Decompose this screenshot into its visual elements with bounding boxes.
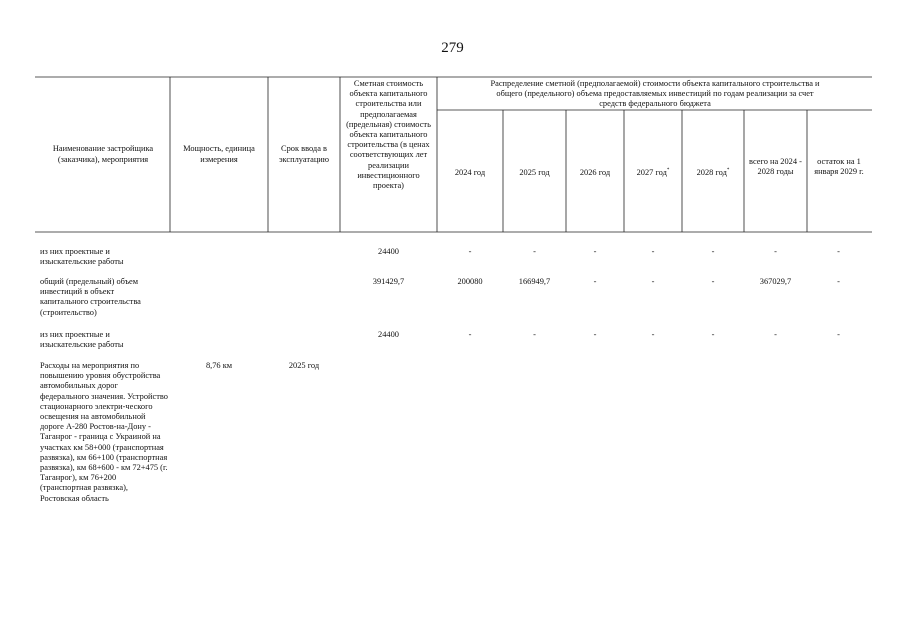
row-1-2025: - [533,247,536,256]
row-3-remainder: - [837,330,840,339]
row-3-name: из них проектные и изыскательские работы [40,330,124,350]
row-1-2026: - [593,247,597,256]
row-1-total: - [774,247,777,256]
row-2-2028: - [711,277,715,286]
row-2-total: 367029,7 [759,277,792,286]
header-capacity: Мощность, единица измерения [183,144,255,164]
header-year-2027: 2027 год* [636,168,670,177]
row-3-total: - [774,330,777,339]
row-3-cost: 24400 [378,330,399,339]
row-2-2024: 200080 [457,277,483,286]
row-2-name: общий (предельный) объем инвестиций в объект капитального строительства (строительство) [40,277,141,317]
row-4-name: Расходы на мероприятия по повышению уровня обустройства автомобильных дорог федерального значения. Устройство стационарного электри-ческого освещения на автомобильной дороге А-280 Ростов-на-Дону - Таганрог - граница с Украиной на участках км 58+000 (транспортная развязка), км 66+100 (транспортная развязка), км 68+600 - км 72+475 (г. Таганрог), км 76+200 (транспортная развязка), Ростовская область [40,361,168,503]
row-3-2025: - [533,330,536,339]
row-4-capacity: 8,76 км [205,361,233,370]
footnote-mark-2028: * [726,168,730,174]
header-year-2025: 2025 год [519,168,550,177]
row-2-2026: - [593,277,597,286]
row-1-name: из них проектные и изыскательские работы [40,247,124,267]
row-2-remainder: - [837,277,840,286]
header-remainder: остаток на 1 января 2029 г. [814,157,864,177]
row-2-2027: - [651,277,655,286]
header-estimated-cost: Сметная стоимость объекта капитального строительства или предполагаемая (предельная) стоимость объекта капитального строительства (в ценах соответствующих лет реализации инвестиционного проекта) [346,79,431,191]
row-4-commissioning: 2025 год [288,361,320,370]
row-1-cost: 24400 [378,247,399,256]
footnote-mark-2027: * [666,168,670,174]
header-year-2024: 2024 год [454,168,486,177]
row-3-2026: - [593,330,597,339]
page-number: 279 [441,40,464,56]
header-distribution: Распределение сметной (предполагаемой) стоимости объекта капитального строительства и общего (предельного) объема предоставляемых инвестиций по годам реализации за счет средств федерального бюджета [490,79,820,109]
row-1-2028: - [711,247,715,256]
row-3-2028: - [711,330,715,339]
header-name: Наименование застройщика (заказчика), мероприятия [52,144,154,164]
header-year-2026: 2026 год [579,168,611,177]
header-total: всего на 2024 - 2028 годы [749,157,802,177]
header-commissioning: Срок ввода в эксплуатацию [278,144,330,164]
row-1-2024: - [468,247,472,256]
row-2-2025: 166949,7 [518,277,551,286]
row-3-2024: - [468,330,472,339]
row-1-remainder: - [837,247,840,256]
row-1-2027: - [651,247,655,256]
header-year-2028: 2028 год* [696,168,730,177]
row-3-2027: - [651,330,655,339]
row-2-cost: 391429,7 [372,277,405,286]
